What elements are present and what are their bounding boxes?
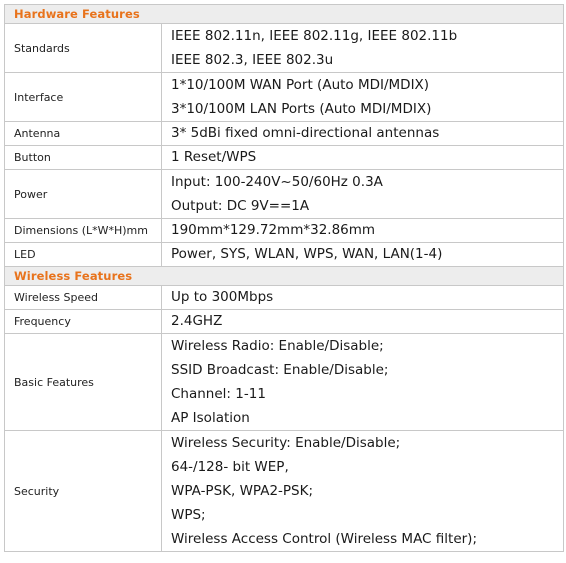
- spec-value: [162, 170, 564, 219]
- spec-value-line: Wireless Access Control (Wireless MAC filter);: [171, 531, 477, 547]
- spec-value-line: Input: 100-240V~50/60Hz 0.3A: [171, 174, 383, 190]
- spec-value-line: 3* 5dBi fixed omni-directional antennas: [171, 125, 440, 141]
- spec-label: Security: [5, 431, 162, 552]
- section-header-wireless: [5, 267, 564, 286]
- spec-value-line: 1 Reset/WPS: [171, 149, 257, 165]
- spec-label: Interface: [5, 73, 162, 122]
- spec-value-line: Wireless Radio: Enable/Disable;: [171, 338, 384, 354]
- spec-label: Wireless Speed: [5, 286, 162, 310]
- spec-row-security: [5, 431, 564, 552]
- spec-label: Antenna: [5, 122, 162, 146]
- spec-table: [4, 4, 564, 552]
- spec-row-standards: [5, 24, 564, 73]
- spec-row-wireless-speed: [5, 286, 564, 310]
- spec-row-frequency: [5, 310, 564, 334]
- spec-table-body: [5, 5, 564, 552]
- section-title-wireless: Wireless Features: [5, 267, 564, 286]
- spec-row-dimensions-l-w-h-mm: [5, 219, 564, 243]
- spec-value-line: 2.4GHZ: [171, 313, 223, 329]
- spec-value: [162, 219, 564, 243]
- spec-value-line: SSID Broadcast: Enable/Disable;: [171, 362, 389, 378]
- spec-row-button: [5, 146, 564, 170]
- spec-value-line: Output: DC 9V==1A: [171, 198, 310, 214]
- spec-value-line: WPA-PSK, WPA2-PSK;: [171, 483, 314, 499]
- spec-value-line: IEEE 802.11n, IEEE 802.11g, IEEE 802.11b: [171, 28, 458, 44]
- spec-value: [162, 73, 564, 122]
- spec-value: [162, 310, 564, 334]
- spec-row-basic-features: [5, 334, 564, 431]
- spec-label: Button: [5, 146, 162, 170]
- spec-row-antenna: [5, 122, 564, 146]
- spec-value: [162, 122, 564, 146]
- spec-value: [162, 243, 564, 267]
- spec-value: [162, 146, 564, 170]
- spec-value: [162, 334, 564, 431]
- spec-label: Frequency: [5, 310, 162, 334]
- spec-value-line: IEEE 802.3, IEEE 802.3u: [171, 52, 334, 68]
- spec-row-led: [5, 243, 564, 267]
- spec-value: [162, 24, 564, 73]
- spec-value-line: AP Isolation: [171, 410, 250, 426]
- spec-value-line: Up to 300Mbps: [171, 289, 274, 305]
- spec-value-line: Power, SYS, WLAN, WPS, WAN, LAN(1-4): [171, 246, 443, 262]
- spec-value-line: Wireless Security: Enable/Disable;: [171, 435, 401, 451]
- spec-value: [162, 431, 564, 552]
- spec-value-line: 1*10/100M WAN Port (Auto MDI/MDIX): [171, 77, 430, 93]
- spec-label: LED: [5, 243, 162, 267]
- spec-value: [162, 286, 564, 310]
- spec-value-line: 3*10/100M LAN Ports (Auto MDI/MDIX): [171, 101, 432, 117]
- spec-label: Dimensions (L*W*H)mm: [5, 219, 162, 243]
- spec-label: Power: [5, 170, 162, 219]
- spec-label: Standards: [5, 24, 162, 73]
- section-title-hardware: Hardware Features: [5, 5, 564, 24]
- spec-value-line: WPS;: [171, 507, 206, 523]
- spec-row-power: [5, 170, 564, 219]
- spec-label: Basic Features: [5, 334, 162, 431]
- spec-value-line: 190mm*129.72mm*32.86mm: [171, 222, 376, 238]
- section-header-hardware: [5, 5, 564, 24]
- spec-row-interface: [5, 73, 564, 122]
- spec-value-line: 64-/128- bit WEP,: [171, 459, 289, 475]
- spec-value-line: Channel: 1-11: [171, 386, 266, 402]
